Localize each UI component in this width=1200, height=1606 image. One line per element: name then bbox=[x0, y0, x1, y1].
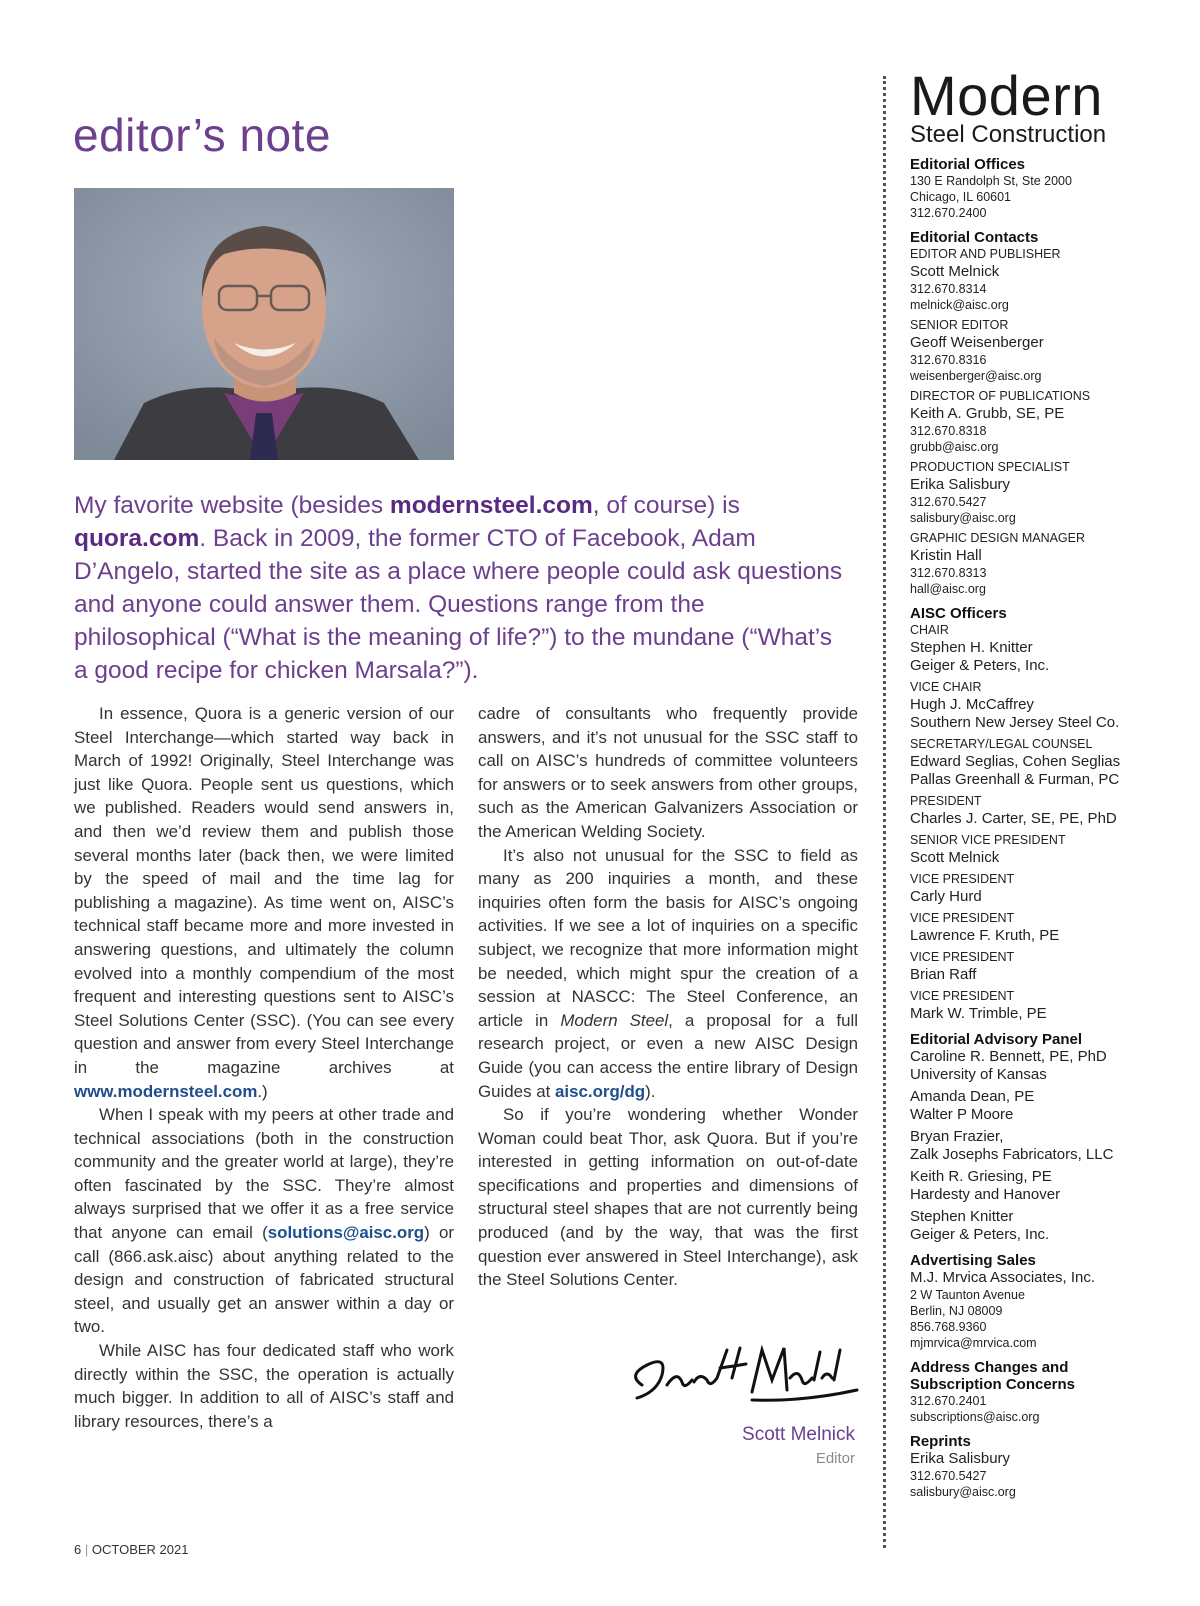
address-changes bbox=[910, 1359, 1175, 1425]
subscriptions-phone: 312.670.2401 bbox=[910, 1394, 987, 1408]
advisor-org: Walter P Moore bbox=[910, 1106, 1014, 1123]
contact-entry bbox=[910, 317, 1175, 384]
contact-email[interactable]: grubb@aisc.org bbox=[910, 440, 999, 454]
body-paragraph: cadre of consultants who frequently provide answers, and it’s not unusual for the SSC staff to call on AISC’s hundreds of committee volunteers for answers or to seek answers from other groups, such as the American Galvanizers Association or the American Welding Society. bbox=[478, 704, 858, 841]
contact-phone: 312.670.8314 bbox=[910, 282, 987, 296]
advertising-phone: 856.768.9360 bbox=[910, 1320, 987, 1334]
officer-role: VICE PRESIDENT bbox=[910, 950, 1015, 964]
advisory-entry bbox=[910, 1128, 1175, 1164]
editor-portrait-image bbox=[74, 188, 454, 460]
body-column-1 bbox=[74, 702, 454, 1433]
officer-entry bbox=[910, 949, 1175, 984]
officer-entry bbox=[910, 988, 1175, 1023]
signature-name: Scott Melnick bbox=[742, 1424, 855, 1445]
officer-org: Southern New Jersey Steel Co. bbox=[910, 714, 1120, 731]
reprints-phone: 312.670.5427 bbox=[910, 1469, 987, 1483]
design-guides-link[interactable]: aisc.org/dg bbox=[555, 1081, 646, 1101]
officers-heading: AISC Officers bbox=[910, 605, 1007, 622]
office-address-line: 130 E Randolph St, Ste 2000 bbox=[910, 174, 1072, 188]
contact-entry bbox=[910, 459, 1175, 526]
body-paragraph: So if you’re wondering whether Wonder Woman could beat Thor, ask Quora. But if you’re interested in getting information on out-of-date specifications and properties and dimensions of structural steel shapes that are not currently being produced (and by the way, that was the first question ever answered in Steel Interchange), ask the Steel Solutions Center. bbox=[478, 1105, 858, 1290]
quora-link[interactable]: quora.com bbox=[74, 525, 200, 552]
officer-name: Edward Seglias, Cohen Seglias bbox=[910, 753, 1121, 770]
editorial-contacts-heading: Editorial Contacts bbox=[910, 229, 1039, 246]
advertising-email[interactable]: mjmrvica@mrvica.com bbox=[910, 1336, 1037, 1350]
officer-entry bbox=[910, 736, 1175, 789]
advisor-org: Hardesty and Hanover bbox=[910, 1186, 1061, 1203]
contact-phone: 312.670.8318 bbox=[910, 424, 987, 438]
contact-role: DIRECTOR OF PUBLICATIONS bbox=[910, 389, 1091, 403]
contact-role: PRODUCTION SPECIALIST bbox=[910, 460, 1070, 474]
contact-name: Geoff Weisenberger bbox=[910, 334, 1044, 351]
contact-phone: 312.670.8313 bbox=[910, 566, 987, 580]
officer-role: SECRETARY/LEGAL COUNSEL bbox=[910, 737, 1093, 751]
advertising-address: Berlin, NJ 08009 bbox=[910, 1304, 1003, 1318]
logo-steel-construction: Steel Construction bbox=[910, 121, 1107, 148]
officer-name: Brian Raff bbox=[910, 966, 977, 983]
address-changes-heading-1: Address Changes and bbox=[910, 1359, 1069, 1376]
reprints bbox=[910, 1433, 1175, 1500]
advisor-org: University of Kansas bbox=[910, 1066, 1047, 1083]
advertising-sales bbox=[910, 1252, 1175, 1351]
contact-role: EDITOR AND PUBLISHER bbox=[910, 247, 1061, 261]
officer-entry bbox=[910, 871, 1175, 906]
masthead-logo bbox=[910, 64, 1165, 148]
advisor-org: Zalk Josephs Fabricators, LLC bbox=[910, 1146, 1114, 1163]
advisor-name: Stephen Knitter bbox=[910, 1208, 1014, 1225]
contact-email[interactable]: hall@aisc.org bbox=[910, 582, 986, 596]
solutions-email-link[interactable]: solutions@aisc.org bbox=[267, 1223, 425, 1243]
body-paragraph: It’s also not unusual for the SSC to field as many as 200 inquiries a month, and these inquiries often form the basis for AISC’s ongoing activities. If we see a lot of inquiries on a specific subject, we recognize that more information might be needed, which might spur the creation of a session at NASCC: The Steel Conference, an article in Modern Steel, a proposal for a full research project, or even a new AISC Design Guide (you can access the entire library of Design Guides at aisc.org/dg). bbox=[478, 845, 858, 1101]
editorial-offices-heading: Editorial Offices bbox=[910, 156, 1026, 173]
contact-phone: 312.670.5427 bbox=[910, 495, 987, 509]
advisory-heading: Editorial Advisory Panel bbox=[910, 1031, 1082, 1048]
contact-role: SENIOR EDITOR bbox=[910, 318, 1009, 332]
office-address-line: Chicago, IL 60601 bbox=[910, 190, 1012, 204]
officer-role: CHAIR bbox=[910, 623, 949, 637]
officer-role: VICE PRESIDENT bbox=[910, 989, 1015, 1003]
aisc-officers bbox=[910, 605, 1175, 1023]
footer-separator: | bbox=[84, 1542, 89, 1557]
contact-email[interactable]: melnick@aisc.org bbox=[910, 298, 1009, 312]
officer-entry bbox=[910, 793, 1175, 828]
page-footer bbox=[74, 1542, 188, 1557]
officer-role: VICE PRESIDENT bbox=[910, 872, 1015, 886]
deck-intro: My favorite website (besides modernsteel.com, of course) is quora.com. Back in 2009, the former CTO of Facebook, Adam D’Angelo, started the site as a place where people could ask questions and anyone could answer them. Questions range from the philosophical (“What is the meaning of life?”) to the mundane (“What’s a good recipe for chicken Marsala?”). bbox=[74, 492, 843, 684]
reprints-name: Erika Salisbury bbox=[910, 1450, 1011, 1467]
masthead-sidebar bbox=[910, 156, 1175, 1508]
reprints-email[interactable]: salisbury@aisc.org bbox=[910, 1485, 1016, 1499]
officer-name: Hugh J. McCaffrey bbox=[910, 696, 1034, 713]
advisory-entry bbox=[910, 1208, 1175, 1244]
advertising-company: M.J. Mrvica Associates, Inc. bbox=[910, 1269, 1096, 1286]
officer-entry bbox=[910, 910, 1175, 945]
page-number: 6 bbox=[74, 1542, 82, 1557]
section-title: editor’s note bbox=[73, 109, 331, 161]
issue-date: OCTOBER 2021 bbox=[91, 1542, 189, 1557]
officer-role: VICE CHAIR bbox=[910, 680, 982, 694]
contact-entry bbox=[910, 388, 1175, 455]
modernsteel-url-link[interactable]: www.modernsteel.com bbox=[74, 1081, 258, 1101]
advisor-name: Bryan Frazier, bbox=[910, 1128, 1004, 1145]
advisor-org: Geiger & Peters, Inc. bbox=[910, 1226, 1050, 1243]
advisor-name: Caroline R. Bennett, PE, PhD bbox=[910, 1048, 1107, 1065]
officer-role: PRESIDENT bbox=[910, 794, 982, 808]
officer-name: Mark W. Trimble, PE bbox=[910, 1005, 1047, 1022]
signature-title: Editor bbox=[815, 1450, 855, 1467]
contact-phone: 312.670.8316 bbox=[910, 353, 987, 367]
logo-modern: Modern bbox=[910, 64, 1103, 127]
office-phone: 312.670.2400 bbox=[910, 206, 987, 220]
body-column-2 bbox=[478, 702, 858, 1292]
officer-entry bbox=[910, 832, 1175, 867]
body-paragraph: When I speak with my peers at other trade and technical associations (both in the construction community and the greater world at large), they’re often fascinated by the SSC. They’re almost always surprised that we offer it as a free service that anyone can email (solutions@aisc.org) or call (866.ask.aisc) about anything related to the design and construction of fabricated structural steel, and usually get an answer within a day or two. bbox=[74, 1105, 454, 1337]
advisory-entry bbox=[910, 1168, 1175, 1204]
dotted-divider bbox=[883, 76, 886, 1548]
contact-entry bbox=[910, 530, 1175, 597]
officer-org: Geiger & Peters, Inc. bbox=[910, 657, 1050, 674]
editorial-advisory-panel bbox=[910, 1031, 1175, 1244]
advertising-heading: Advertising Sales bbox=[910, 1252, 1036, 1269]
advertising-address: 2 W Taunton Avenue bbox=[910, 1288, 1025, 1302]
contact-role: GRAPHIC DESIGN MANAGER bbox=[910, 531, 1086, 545]
contact-entry bbox=[910, 246, 1175, 313]
officer-name: Stephen H. Knitter bbox=[910, 639, 1033, 656]
officer-entry bbox=[910, 622, 1175, 675]
advisor-name: Amanda Dean, PE bbox=[910, 1088, 1035, 1105]
reprints-heading: Reprints bbox=[910, 1433, 971, 1450]
contact-email[interactable]: weisenberger@aisc.org bbox=[910, 369, 1042, 383]
editor-portrait bbox=[74, 188, 454, 460]
officer-role: VICE PRESIDENT bbox=[910, 911, 1015, 925]
officer-name: Carly Hurd bbox=[910, 888, 982, 905]
address-changes-heading-2: Subscription Concerns bbox=[910, 1376, 1076, 1393]
contact-email[interactable]: salisbury@aisc.org bbox=[910, 511, 1016, 525]
contact-name: Kristin Hall bbox=[910, 547, 982, 564]
modernsteel-link[interactable]: modernsteel.com bbox=[389, 492, 593, 519]
contact-name: Scott Melnick bbox=[910, 263, 1000, 280]
officer-name: Scott Melnick bbox=[910, 849, 1000, 866]
editorial-offices bbox=[910, 156, 1175, 221]
advisor-name: Keith R. Griesing, PE bbox=[910, 1168, 1052, 1185]
officer-org: Pallas Greenhall & Furman, PC bbox=[910, 771, 1120, 788]
contact-name: Erika Salisbury bbox=[910, 476, 1011, 493]
contact-name: Keith A. Grubb, SE, PE bbox=[910, 405, 1065, 422]
body-paragraph: While AISC has four dedicated staff who work directly within the SSC, the operation is actually much bigger. In addition to all of AISC’s staff and library resources, there’s a bbox=[74, 1341, 454, 1431]
signature-image bbox=[622, 1330, 862, 1410]
body-paragraph: In essence, Quora is a generic version of our Steel Interchange—which started way back in March of 1992! Originally, Steel Interchange was just like Quora. People sent us questions, which we published. Readers would send answers in, and then we’d review them and publish those several months later (back then, we were limited by the speed of mail and the time lag for publishing a magazine). As time went on, AISC’s technical staff became more and more invested in answering questions, and ultimately the column evolved into a monthly compendium of the most frequent and interesting questions sent to AISC’s Steel Solutions Center (SSC). (You can see every question and answer from every Steel Interchange in the magazine archives at www.modernsteel.com.) bbox=[74, 704, 454, 1101]
editorial-contacts bbox=[910, 229, 1175, 597]
officer-name: Lawrence F. Kruth, PE bbox=[910, 927, 1060, 944]
subscriptions-email[interactable]: subscriptions@aisc.org bbox=[910, 1410, 1040, 1424]
advisory-entry bbox=[910, 1088, 1175, 1124]
officer-name: Charles J. Carter, SE, PE, PhD bbox=[910, 810, 1117, 827]
officer-role: SENIOR VICE PRESIDENT bbox=[910, 833, 1066, 847]
advisory-entry bbox=[910, 1048, 1175, 1084]
officer-entry bbox=[910, 679, 1175, 732]
